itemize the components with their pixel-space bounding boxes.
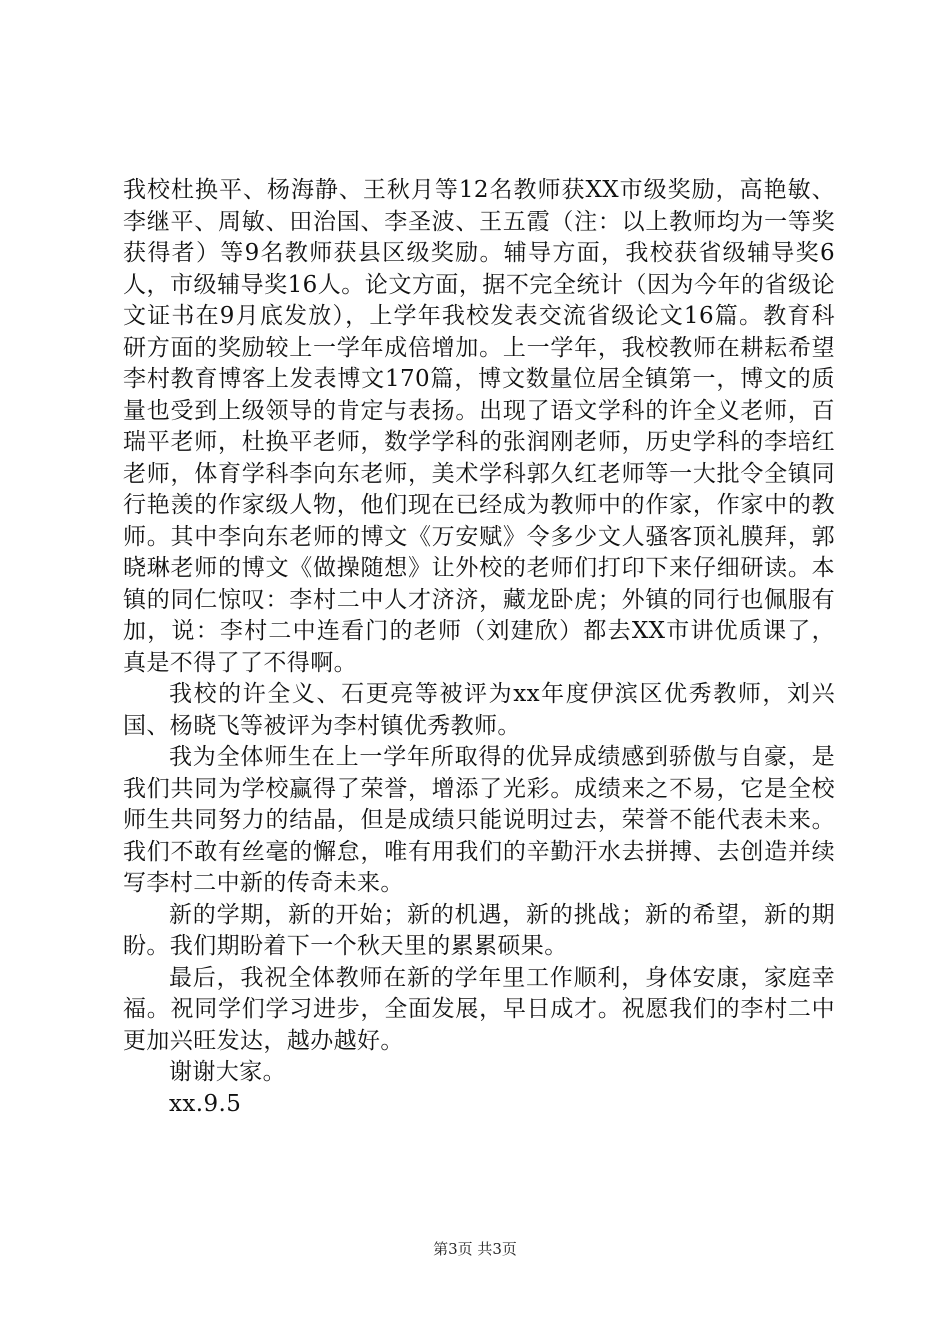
paragraph-thanks: 谢谢大家。 (169, 1059, 286, 1085)
paragraph-date: xx.9.5 (169, 1090, 242, 1117)
paragraph-new-semester: 新的学期，新的开始；新的机遇，新的挑战；新的希望，新的期盼。我们期盼着下一个秋天里的累累硕果。 (123, 901, 835, 959)
paragraph-awards: 我校杜换平、杨海静、王秋月等12名教师获XX市级奖励，高艳敏、李继平、周敏、田治国、李圣波、王五霞（注：以上教师均为一等奖获得者）等9名教师获县区级奖励。辅导方面，我校获省级辅导奖6人，市级辅导奖16人。论文方面，据不完全统计（因为今年的省级论文证书在9月底发放），上学年我校发表交流省级论文16篇。教育科研方面的奖励较上一学年成倍增加。上一学年，我校教师在耕耘希望李村教育博客上发表博文170篇，博文数量位居全镇第一，博文的质量也受到上级领导的肯定与表扬。出现了语文学科的许全义老师，百瑞平老师，杜换平老师，数学学科的张润刚老师，历史学科的李培红老师，体育学科李向东老师，美术学科郭久红老师等一大批令全镇同行艳羡的作家级人物，他们现在已经成为教师中的作家，作家中的教师。其中李向东老师的博文《万安赋》令多少文人骚客顶礼膜拜，郭晓琳老师的博文《做操随想》让外校的老师们打印下来仔细研读。本镇的同仁惊叹：李村二中人才济济，藏龙卧虎；外镇的同行也佩服有加，说：李村二中连看门的老师（刘建欣）都去XX市讲优质课了，真是不得了了不得啊。 (123, 177, 835, 676)
paragraph-wishes: 最后，我祝全体教师在新的学年里工作顺利，身体安康，家庭幸福。祝同学们学习进步，全面发展，早日成才。祝愿我们的李村二中更加兴旺发达，越办越好。 (123, 964, 835, 1054)
document-body (123, 175, 835, 1120)
paragraph-pride: 我为全体师生在上一学年所取得的优异成绩感到骄傲与自豪，是我们共同为学校赢得了荣誉，增添了光彩。成绩来之不易，它是全校师生共同努力的结晶，但是成绩只能说明过去，荣誉不能代表未来。我们不敢有丝毫的懈怠，唯有用我们的辛勤汗水去拼搏、去创造并续写李村二中新的传奇未来。 (123, 744, 835, 896)
paragraph-excellent-teachers: 我校的许全义、石更亮等被评为xx年度伊滨区优秀教师，刘兴国、杨晓飞等被评为李村镇优秀教师。 (123, 681, 835, 739)
page-number-footer: 第3页 共3页 (433, 1240, 517, 1258)
